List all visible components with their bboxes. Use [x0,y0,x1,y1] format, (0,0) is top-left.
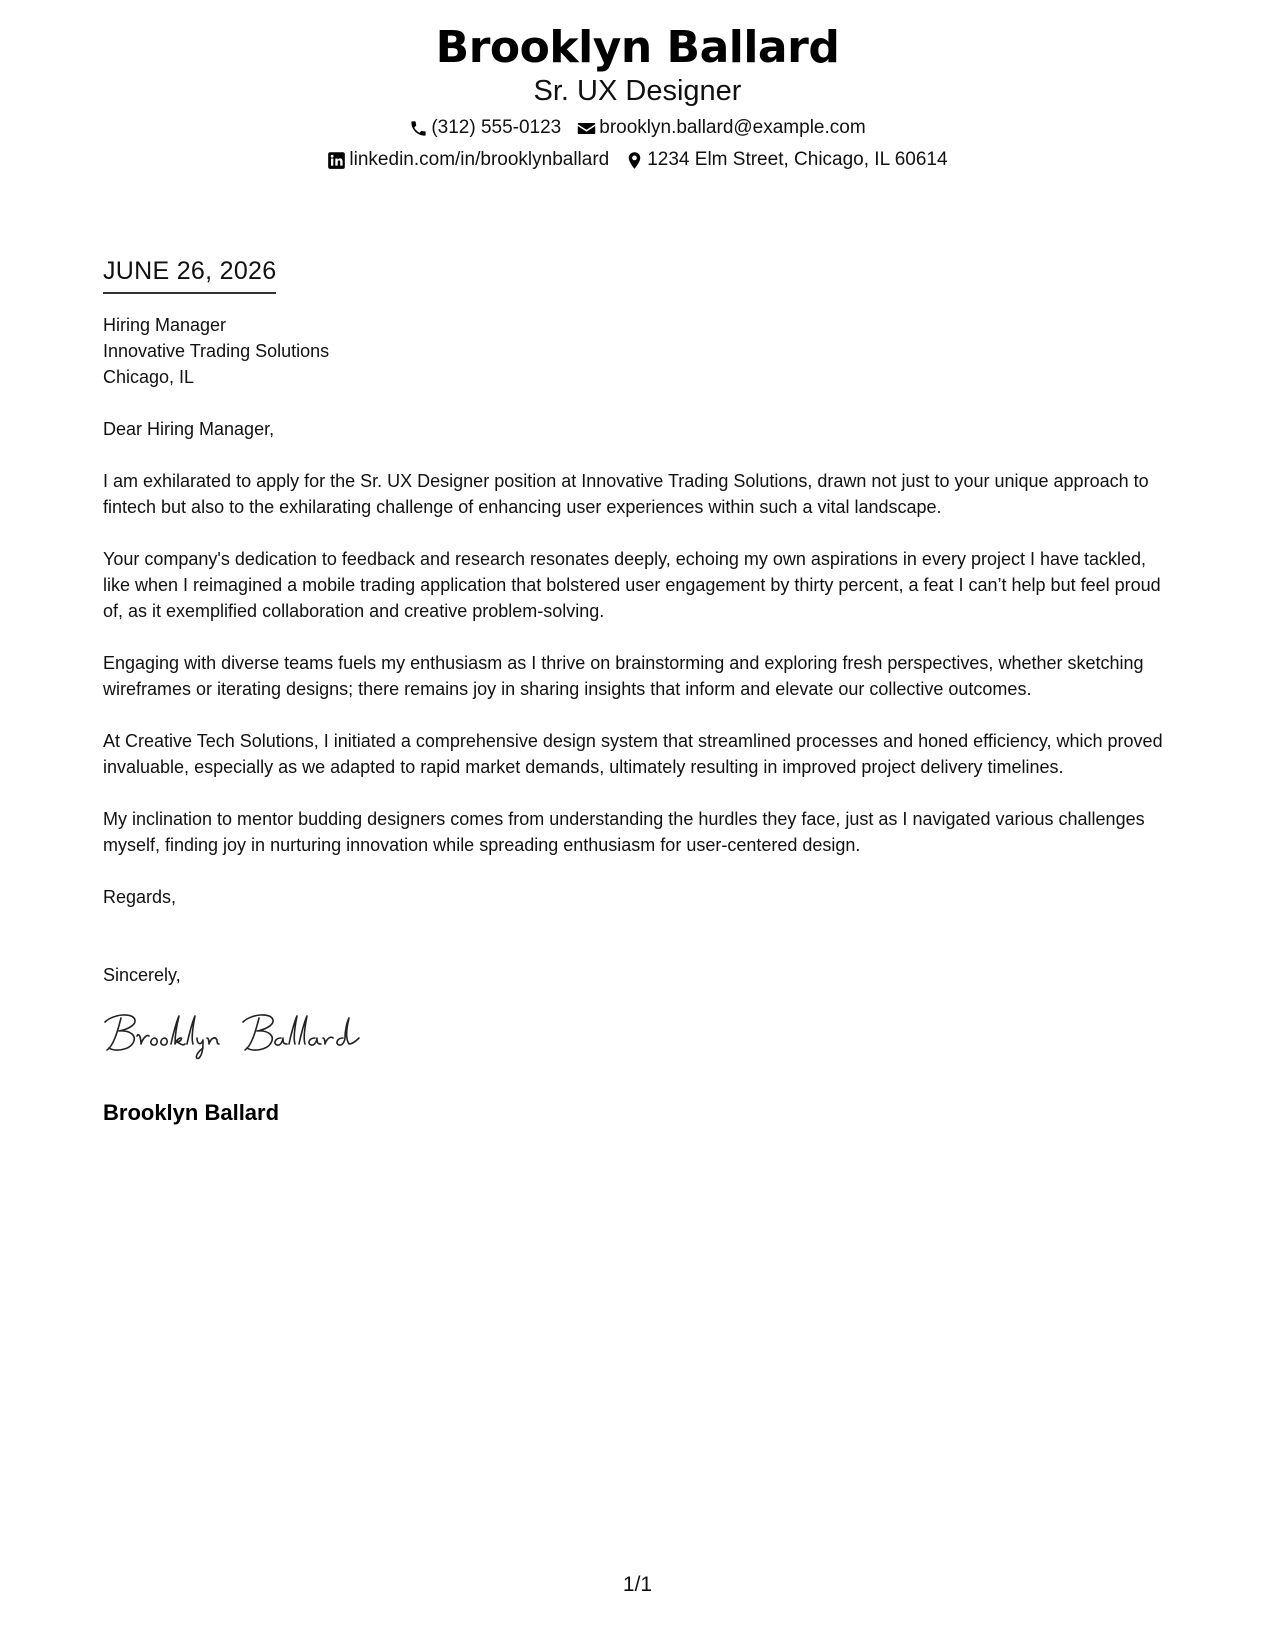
letter-header [0,22,1275,172]
contact-phone [409,116,561,140]
contact-address [625,148,947,172]
recipient-company: Innovative Trading Solutions [103,341,330,361]
salutation: Dear Hiring Manager, [103,419,275,439]
applicant-name: Brooklyn Ballard [435,22,840,73]
paragraph: I am exhilarated to apply for the Sr. UX Designer position at Innovative Trading Solutions, drawn not just to your unique approach to fintech but also to the exhilarating challenge of enhancing user experiences within such a vital landscape. [103,471,1149,517]
linkedin-text[interactable]: linkedin.com/in/brooklynballard [349,149,610,170]
contact-linkedin[interactable] [327,148,609,172]
applicant-role: Sr. UX Designer [533,75,742,107]
page-number: 1/1 [622,1573,653,1596]
contact-email[interactable] [577,116,865,140]
envelope-icon [577,119,596,138]
recipient-title: Hiring Manager [103,315,227,335]
letter-body [103,256,1173,1127]
paragraph: My inclination to mentor budding designers comes from understanding the hurdles they face, just as I navigated various challenges myself, finding joy in nurturing innovation while spreading enthusiasm for user-centered design. [103,809,1145,855]
phone-icon [409,119,428,138]
phone-text: (312) 555-0123 [431,117,562,138]
paragraph: Engaging with diverse teams fuels my enthusiasm as I thrive on brainstorming and exploring fresh perspectives, whether sketching wireframes or iterating designs; there remains joy in sharing insights that inform and elevate our collective outcomes. [103,653,1144,699]
recipient-location: Chicago, IL [103,367,195,387]
address-text: 1234 Elm Street, Chicago, IL 60614 [647,149,948,170]
signer-name: Brooklyn Ballard [103,1100,280,1125]
handwritten-signature [103,1006,373,1066]
signoff: Sincerely, [103,965,181,985]
paragraph: At Creative Tech Solutions, I initiated a comprehensive design system that streamlined processes and honed efficiency, which proved invaluable, especially as we adapted to rapid market demands, ultimately resulting in improved project delivery timelines. [103,731,1163,777]
recipient-block [103,312,1173,390]
closing: Regards, [103,887,177,907]
letter-date: JUNE 26, 2026 [103,256,276,294]
email-text[interactable]: brooklyn.ballard@example.com [599,117,866,138]
contact-row-secondary [0,148,1275,172]
contact-row-primary [0,116,1275,140]
map-marker-icon [625,151,644,170]
linkedin-icon [327,151,346,170]
paragraph: Your company's dedication to feedback and research resonates deeply, echoing my own aspirations in every project I have tackled, like when I reimagined a mobile trading application that bolstered user engagement by thirty percent, a feat I can’t help but feel proud of, as it exemplified collaboration and creative problem-solving. [103,549,1161,621]
